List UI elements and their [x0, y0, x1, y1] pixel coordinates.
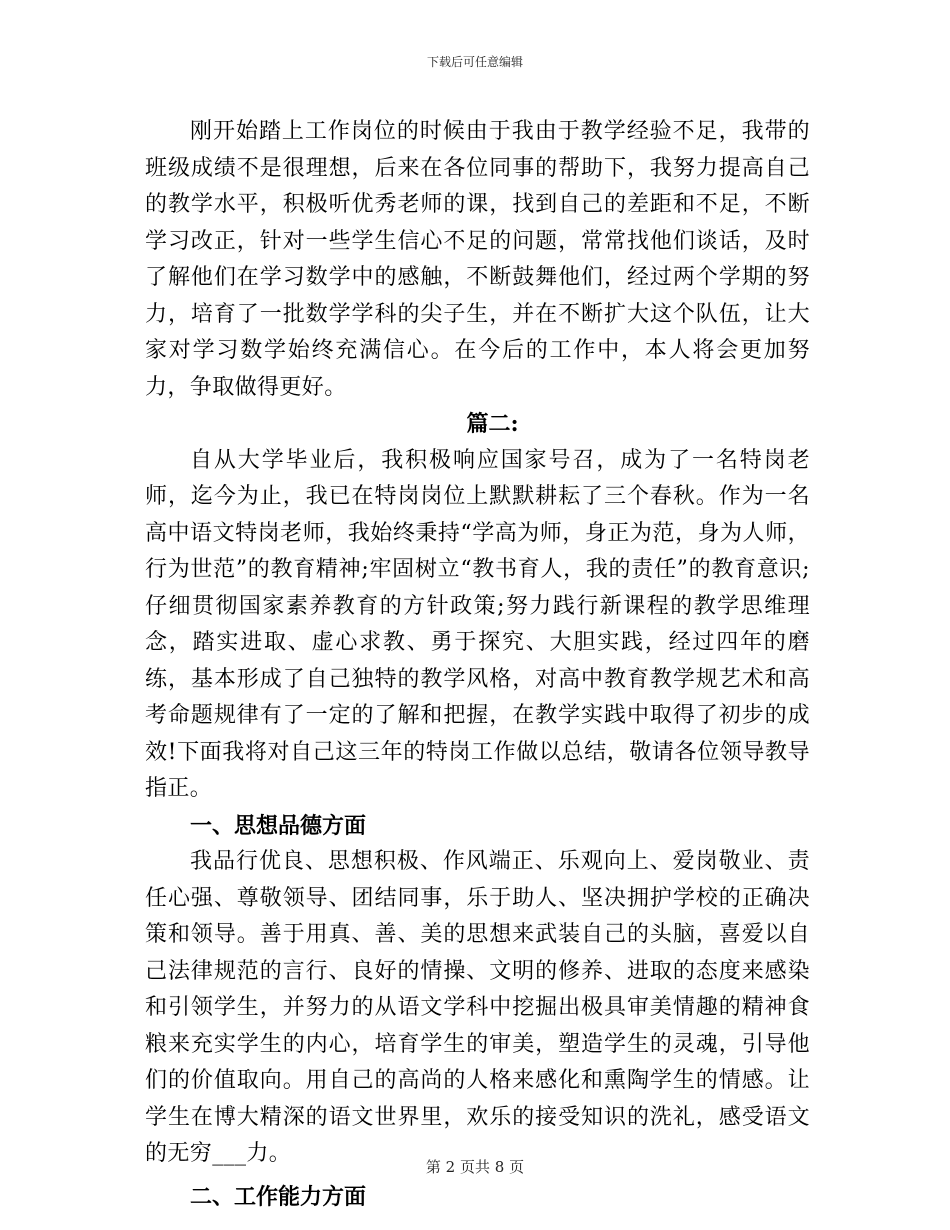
paragraph-overview: 自从大学毕业后，我积极响应国家号召，成为了一名特岗老师，迄今为止，我已在特岗岗位上默默耕耘了三个春秋。作为一名高中语文特岗老师，我始终秉持“学高为师，身正为范，身为人师，行为世范”的教育精神;牢固树立“教书育人，我的责任”的教育意识;仔细贯彻国家素养教育的方针政策;努力践行新课程的教学思维理念，踏实进取、虚心求教、勇于探究、大胆实践，经过四年的磨练，基本形成了自己独特的教学风格，对高中教育教学规艺术和高考命题规律有了一定的了解和把握，在教学实践中取得了初步的成效!下面我将对自己这三年的特岗工作做以总结，敬请各位领导教导指正。 [145, 447, 810, 801]
heading-ability: 二、工作能力方面 [190, 1183, 367, 1210]
page-footer: 第 2 页共 8 页 [425, 1158, 525, 1176]
paragraph-intro: 刚开始踏上工作岗位的时候由于我由于教学经验不足，我带的班级成绩不是很理想，后来在各位同事的帮助下，我努力提高自己的教学水平，积极听优秀老师的课，找到自己的差距和不足，不断学习改正，针对一些学生信心不足的问题，常常找他们谈话，及时了解他们在学习数学中的感触，不断鼓舞他们，经过两个学期的努力，培育了一批数学学科的尖子生，并在不断扩大这个队伍，让大家对学习数学始终充满信心。在今后的工作中，本人将会更加努力，争取做得更好。 [145, 119, 810, 400]
paragraph-ideology: 我品行优良、思想积极、作风端正、乐观向上、爱岗敬业、责任心强、尊敬领导、团结同事，乐于助人、坚决拥护学校的正确决策和领导。善于用真、善、美的思想来武装自己的头脑，喜爱以自己法律规范的言行、良好的情操、文明的修养、进取的态度来感染和引领学生，并努力的从语文学科中挖掘出极具审美情趣的精神食粮来充实学生的内心，培育学生的审美，塑造学生的灵魂，引导他们的价值取向。用自己的高尚的人格来感化和熏陶学生的情感。让学生在博大精深的语文世界里，欢乐的接受知识的洗礼，感受语文的无穷___力。 [145, 849, 810, 1166]
heading-ideology: 一、思想品德方面 [190, 812, 367, 839]
section-title: 篇二: [466, 411, 519, 437]
document-body [145, 114, 810, 1215]
page-header: 下载后可任意编辑 [426, 55, 523, 69]
